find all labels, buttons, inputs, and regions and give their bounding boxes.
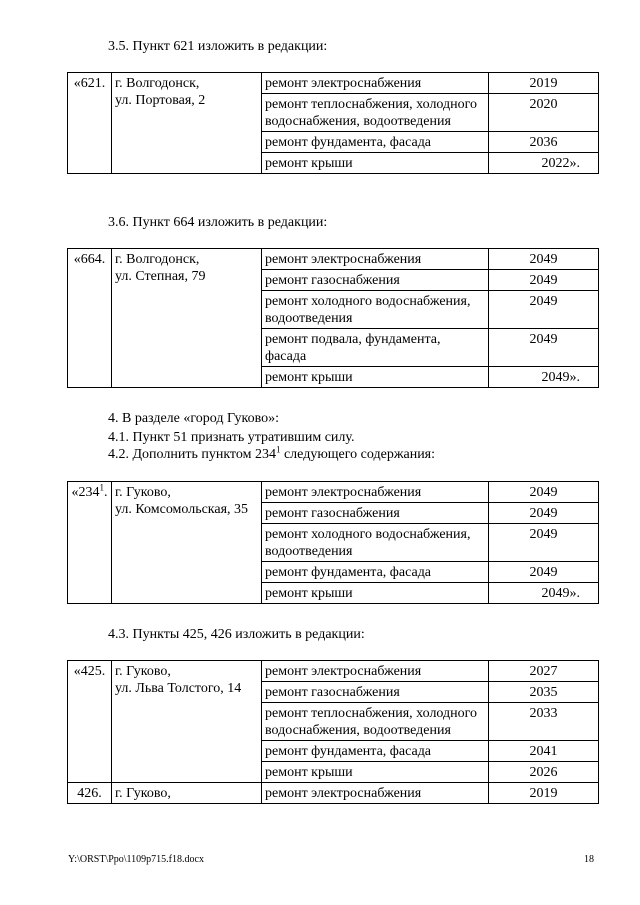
footer-page-number: 18 [584, 854, 594, 865]
register-table-621 [67, 72, 599, 174]
item-address: г. Гуково, [112, 783, 262, 804]
work-type: ремонт крыши [262, 762, 489, 783]
work-type: ремонт крыши [262, 583, 489, 604]
superscript: 1 [275, 444, 281, 455]
item-number [68, 73, 112, 174]
table-row [68, 783, 599, 804]
work-type: ремонт газоснабжения [262, 682, 489, 703]
work-year: 2049». [489, 367, 599, 388]
work-type: ремонт подвала, фундамента, фасада [262, 329, 489, 367]
work-type: ремонт электроснабжения [262, 661, 489, 682]
work-year: 2049 [489, 482, 599, 503]
register-table-425-426 [67, 660, 599, 804]
item-number [68, 249, 112, 388]
section-line-4: 4. В разделе «город Гуково»: [108, 411, 280, 426]
work-type: ремонт крыши [262, 367, 489, 388]
section-heading-4-3: 4.3. Пункты 425, 426 изложить в редакции: [108, 627, 365, 642]
work-year: 2027 [489, 661, 599, 682]
work-type: ремонт электроснабжения [262, 249, 489, 270]
work-year: 2049». [489, 583, 599, 604]
work-year: 2036 [489, 132, 599, 153]
item-address: г. Волгодонск, ул. Портовая, 2 [112, 73, 262, 174]
item-number-suffix: . [104, 485, 108, 500]
work-year: 2019 [489, 73, 599, 94]
item-number-text: «664. [73, 252, 106, 267]
work-type: ремонт электроснабжения [262, 73, 489, 94]
register-table-234-1 [67, 481, 599, 604]
table-row [68, 73, 599, 94]
item-number [68, 482, 112, 604]
work-type: ремонт газоснабжения [262, 270, 489, 291]
table-row [68, 661, 599, 682]
table-row [68, 482, 599, 503]
work-type: ремонт электроснабжения [262, 482, 489, 503]
work-year: 2026 [489, 762, 599, 783]
work-year: 2049 [489, 270, 599, 291]
work-type: ремонт газоснабжения [262, 503, 489, 524]
work-type: ремонт теплоснабжения, холодного водоснабжения, водоотведения [262, 94, 489, 132]
section-line-4-2 [108, 444, 436, 463]
work-year: 2033 [489, 703, 599, 741]
section-heading-3-6: 3.6. Пункт 664 изложить в редакции: [108, 215, 328, 230]
item-address: г. Гуково, ул. Комсомольская, 35 [112, 482, 262, 604]
item-number [68, 661, 112, 783]
work-type: ремонт фундамента, фасада [262, 741, 489, 762]
item-address: г. Гуково, ул. Льва Толстого, 14 [112, 661, 262, 783]
work-type: ремонт теплоснабжения, холодного водоснабжения, водоотведения [262, 703, 489, 741]
work-type: ремонт холодного водоснабжения, водоотведения [262, 524, 489, 562]
item-number-superscript: 1 [99, 482, 104, 493]
work-type: ремонт крыши [262, 153, 489, 174]
work-year: 2049 [489, 524, 599, 562]
section-line-4-1: 4.1. Пункт 51 признать утратившим силу. [108, 430, 355, 445]
work-year: 2049 [489, 329, 599, 367]
section-heading-3-5: 3.5. Пункт 621 изложить в редакции: [108, 39, 328, 54]
work-type: ремонт фундамента, фасада [262, 132, 489, 153]
item-number-text: 426. [77, 786, 102, 801]
item-number-text: «621. [73, 76, 106, 91]
table-row [68, 249, 599, 270]
work-year: 2035 [489, 682, 599, 703]
work-year: 2020 [489, 94, 599, 132]
work-year: 2049 [489, 503, 599, 524]
item-number-text: «234 [71, 485, 100, 500]
line-suffix: следующего содержания: [280, 447, 436, 462]
work-year: 2019 [489, 783, 599, 804]
work-type: ремонт электроснабжения [262, 783, 489, 804]
work-year: 2022». [489, 153, 599, 174]
work-year: 2049 [489, 291, 599, 329]
work-type: ремонт фундамента, фасада [262, 562, 489, 583]
footer-file-path: Y:\ORST\Ppo\1109p715.f18.docx [68, 854, 204, 865]
work-type: ремонт холодного водоснабжения, водоотведения [262, 291, 489, 329]
item-number-text: «425. [73, 664, 106, 679]
line-prefix: 4.2. Дополнить пунктом 234 [108, 447, 276, 462]
work-year: 2041 [489, 741, 599, 762]
item-number [68, 783, 112, 804]
register-table-664 [67, 248, 599, 388]
work-year: 2049 [489, 562, 599, 583]
item-address: г. Волгодонск, ул. Степная, 79 [112, 249, 262, 388]
work-year: 2049 [489, 249, 599, 270]
